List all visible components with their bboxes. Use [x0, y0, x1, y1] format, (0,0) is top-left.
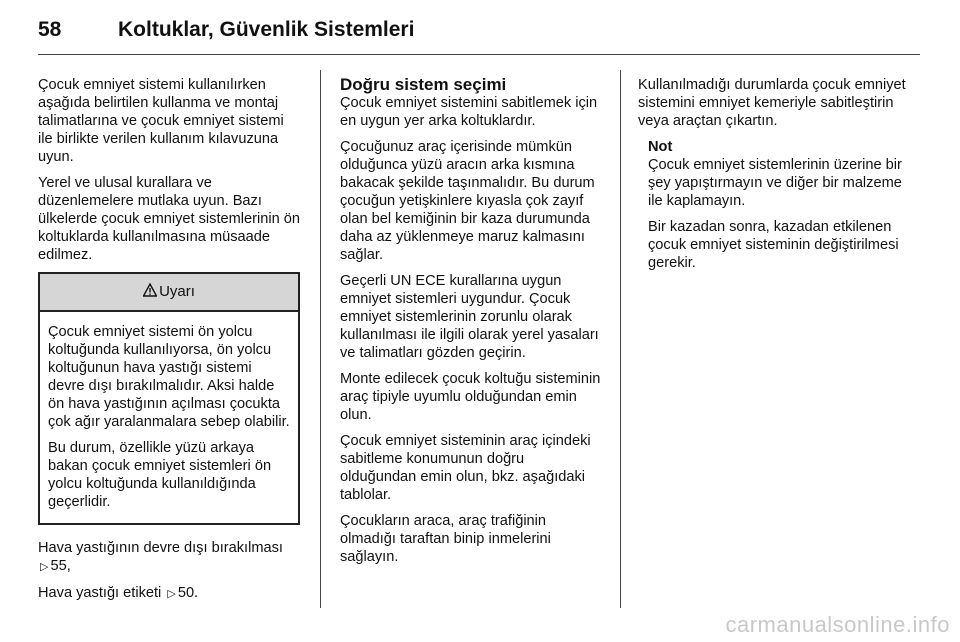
cross-reference-text: Hava yastığının devre dışı bırakılması	[38, 540, 283, 556]
note-paragraph: Çocuk emniyet sistemlerinin üzerine bir şey yapıştırmayın ve diğer bir malzeme ile kaplamayın.	[648, 157, 902, 209]
warning-triangle-icon	[143, 283, 157, 302]
cross-reference	[38, 539, 302, 576]
paragraph: Kullanılmadığı durumlarda çocuk emniyet sistemini emniyet kemeriyle sabitleştirin veya araçtan çıkartın.	[638, 77, 906, 129]
column-divider-2	[620, 70, 621, 608]
cross-reference-page[interactable]: 55,	[50, 558, 71, 574]
paragraph: Monte edilecek çocuk koltuğu sisteminin araç tipiyle uyumlu olduğundan emin olun.	[340, 371, 601, 423]
paragraph: Çocuk emniyet sistemini sabitlemek için en uygun yer arka koltuklardır.	[340, 95, 598, 129]
cross-reference-page[interactable]: 50.	[177, 585, 199, 601]
column-3	[638, 76, 908, 280]
paragraph: Yerel ve ulusal kurallara ve düzenlemelere mutlaka uyun. Bazı ülkelerde çocuk emniyet sistemlerinin ön koltuklarda kullanılmasına müsaade edilmez.	[38, 175, 300, 263]
column-1	[38, 76, 302, 611]
warning-box	[38, 272, 300, 525]
warning-title: Uyarı	[159, 283, 195, 300]
warning-paragraph: Çocuk emniyet sistemi ön yolcu koltuğunda kullanılıyorsa, ön yolcu koltuğunun hava yastığı sistemi devre dışı bırakılmalıdır. Aksi halde ön hava yastığının açılması çocukta çok ağır yaralanmalara sebep olabilir.	[48, 324, 290, 430]
section-title: Doğru sistem seçimi	[340, 75, 507, 94]
cross-reference	[38, 584, 302, 603]
note-paragraph: Bir kazadan sonra, kazadan etkilenen çocuk emniyet sisteminin değiştirilmesi gerekir.	[648, 219, 899, 271]
note-label: Not	[648, 139, 673, 155]
page-ref-arrow-icon: ▷	[167, 588, 176, 600]
paragraph: Geçerli UN ECE kurallarına uygun emniyet sistemleri uygundur. Çocuk emniyet sistemlerinin zorunlu olarak kullanılması ile ilgili olarak yerel yasaları ve talimatları gözden geçirin.	[340, 273, 599, 361]
page-ref-arrow-icon: ▷	[40, 561, 49, 573]
paragraph: Çocukların araca, araç trafiğinin olmadığı taraftan binip inmelerini sağlayın.	[340, 513, 551, 565]
cross-reference-text: Hava yastığı etiketi	[38, 585, 162, 601]
note-block	[638, 138, 908, 272]
page-number: 58	[38, 18, 62, 41]
paragraph: Çocuk emniyet sistemi kullanılırken aşağıda belirtilen kullanma ve montaj talimatlarına ve çocuk emniyet sistemi ile birlikte verilen kullanım kılavuzuna uyun.	[38, 77, 284, 165]
paragraph: Çocuk emniyet sisteminin araç içindeki sabitleme konumunun doğru olduğundan emin olun, bkz. aşağıdaki tablolar.	[340, 433, 591, 503]
column-2	[340, 76, 604, 574]
paragraph: Çocuğunuz araç içerisinde mümkün olduğunca yüzü aracın arka kısmına bakacak şekilde taşınmalıdır. Bu durum çocuğun yetişkinlere kıyasla çok zayıf olan bel kemiğinin bir kaza durumunda daha az yüklenmeye maruz kalmasını sağlar.	[340, 139, 595, 263]
page-title: Koltuklar, Güvenlik Sistemleri	[118, 18, 415, 41]
warning-paragraph: Bu durum, özellikle yüzü arkaya bakan çocuk emniyet sistemleri ön yolcu koltuğunda kullanıldığında geçerlidir.	[48, 440, 272, 510]
warning-header	[40, 274, 298, 312]
page-header	[38, 14, 920, 55]
column-divider-1	[320, 70, 321, 608]
warning-body	[40, 312, 298, 523]
watermark: carmanualsonline.info	[725, 612, 950, 637]
